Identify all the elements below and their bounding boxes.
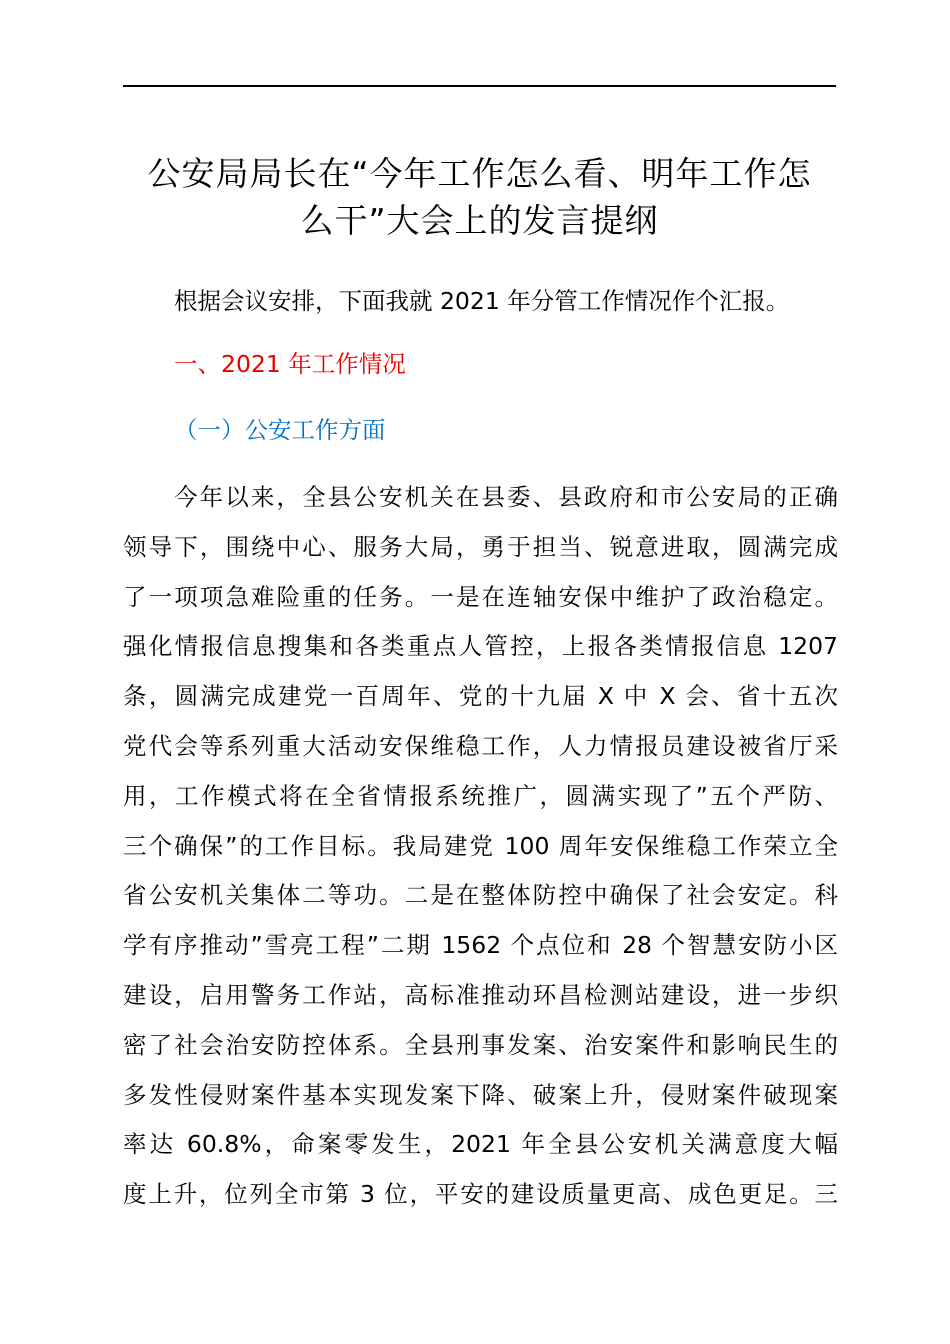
- title-line: 公安局局长在“今年工作怎么看、明年工作怎: [147, 154, 812, 193]
- body-line: 用，工作模式将在全省情报系统推广，圆满实现了”五个严防、: [123, 781, 838, 810]
- subsection-heading: （一）公安工作方面: [174, 416, 386, 444]
- body-line: 领导下，围绕中心、服务大局，勇于担当、锐意进取，圆满完成: [123, 532, 838, 561]
- section-heading: 一、2021 年工作情况: [174, 350, 406, 378]
- body-line: 党代会等系列重大活动安保维稳工作，人力情报员建设被省厅采: [123, 731, 838, 760]
- body-line: 强化情报信息搜集和各类重点人管控，上报各类情报信息 1207: [123, 632, 838, 661]
- body-line: 三个确保”的工作目标。我局建党 100 周年安保维稳工作荣立全: [123, 831, 838, 860]
- title-line: 么干”大会上的发言提纲: [300, 201, 659, 240]
- header-rule: [123, 85, 836, 87]
- body-line: 学有序推动”雪亮工程”二期 1562 个点位和 28 个智慧安防小区: [123, 931, 838, 960]
- body-line: 条，圆满完成建党一百周年、党的十九届 X 中 X 会、省十五次: [123, 682, 838, 711]
- body-line: 建设，启用警务工作站，高标准推动环昌检测站建设，进一步织: [123, 980, 838, 1009]
- body-line: 多发性侵财案件基本实现发案下降、破案上升，侵财案件破现案: [123, 1080, 838, 1109]
- intro-paragraph: 根据会议安排，下面我就 2021 年分管工作情况作个汇报。: [174, 287, 790, 315]
- body-line: 今年以来，全县公安机关在县委、县政府和市公安局的正确: [174, 483, 838, 511]
- body-line: 了一项项急难险重的任务。一是在连轴安保中维护了政治稳定。: [123, 582, 838, 611]
- body-line: 密了社会治安防控体系。全县刑事发案、治安案件和影响民生的: [123, 1030, 838, 1059]
- body-paragraph: [123, 479, 838, 1226]
- document-title: [123, 150, 836, 244]
- body-line: 度上升，位列全市第 3 位，平安的建设质量更高、成色更足。三: [123, 1180, 838, 1209]
- body-line: 率达 60.8%，命案零发生，2021 年全县公安机关满意度大幅: [123, 1130, 838, 1159]
- body-line: 省公安机关集体二等功。二是在整体防控中确保了社会安定。科: [123, 881, 838, 910]
